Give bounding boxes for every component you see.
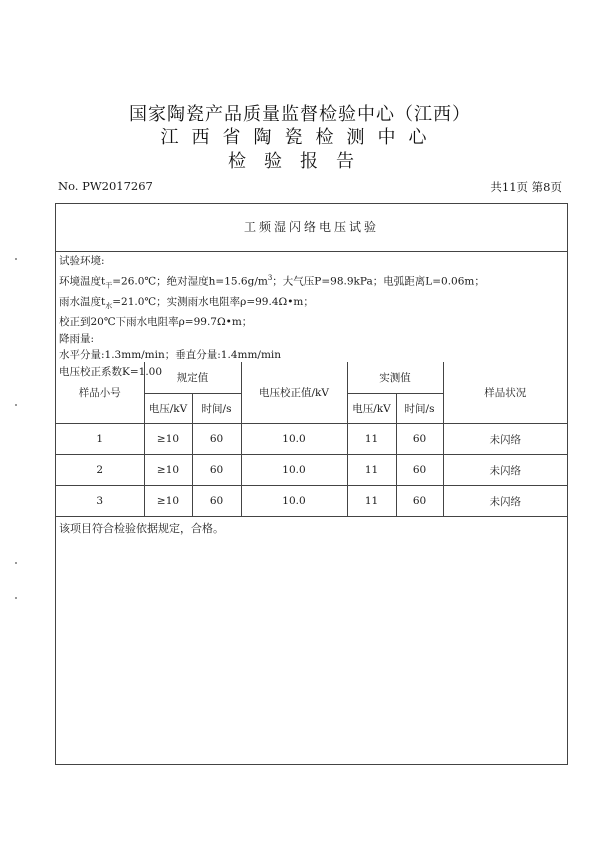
cell-sample-no: 1 — [56, 424, 144, 455]
header-meas-time: 时间/s — [396, 394, 443, 424]
cell-status: 未闪络 — [443, 455, 567, 486]
header-corrected-voltage: 电压校正值/kV — [241, 362, 347, 424]
cell-meas-voltage: 11 — [347, 424, 396, 455]
rain-line: 雨水温度$t_水=21.0℃$；实测雨水电阻率ρ=99.4Ω•m； — [59, 295, 314, 310]
cell-meas-time: 60 — [396, 486, 443, 517]
cell-spec-voltage: ≥10 — [144, 455, 192, 486]
cell-sample-no: 3 — [56, 486, 144, 517]
center-line: 江西省陶瓷检测中心 — [160, 127, 440, 148]
cell-meas-voltage: 11 — [347, 455, 396, 486]
ambient-line: 环境温度$t_干=26.0℃$；绝对湿度$h=15.6g/m^3$；大气压P=98.9kPa；电弧距离L=0.06m； — [59, 273, 485, 290]
header-spec-time: 时间/s — [192, 394, 241, 424]
page-info: 共11页 第8页 — [490, 180, 562, 194]
rainfall-label: 降雨量: — [59, 332, 95, 345]
cell-status: 未闪络 — [443, 424, 567, 455]
conclusion: 该项目符合检验依据规定，合格。 — [59, 522, 224, 535]
cell-spec-time: 60 — [192, 424, 241, 455]
cell-corrected: 10.0 — [241, 455, 347, 486]
report-number: No. PW2017267 — [58, 179, 153, 193]
cell-corrected: 10.0 — [241, 486, 347, 517]
rainfall-components: 水平分量:1.3mm/min；垂直分量:1.4mm/min — [59, 349, 282, 362]
corrected-resistivity: 校正到20℃下雨水电阻率ρ=99.7Ω•m； — [59, 316, 253, 329]
voltage-correction-factor: 电压校正系数K=1.00 — [59, 365, 163, 378]
header-spec-voltage: 电压/kV — [144, 394, 192, 424]
cell-spec-voltage: ≥10 — [144, 486, 192, 517]
header-sample-no: 样品小号 — [56, 362, 144, 424]
org-line: 国家陶瓷产品质量监督检验中心（江西） — [129, 104, 471, 125]
environment-label: 试验环境: — [59, 255, 105, 267]
report-frame — [55, 203, 568, 765]
cell-meas-time: 60 — [396, 424, 443, 455]
cell-status: 未闪络 — [443, 486, 567, 517]
header-status: 样品状况 — [443, 362, 567, 424]
table-row — [56, 455, 567, 486]
cell-spec-time: 60 — [192, 455, 241, 486]
cell-meas-time: 60 — [396, 455, 443, 486]
table-row — [56, 424, 567, 455]
results-table — [56, 362, 567, 517]
header-specified: 规定值 — [144, 362, 241, 394]
table-row — [56, 486, 567, 517]
table-header-row — [56, 362, 567, 394]
report-title: 检验报告 — [228, 151, 372, 172]
margin-mark — [15, 597, 17, 599]
margin-mark — [15, 404, 17, 406]
cell-spec-voltage: ≥10 — [144, 424, 192, 455]
cell-meas-voltage: 11 — [347, 486, 396, 517]
header-measured: 实测值 — [347, 362, 443, 394]
header-meas-voltage: 电压/kV — [347, 394, 396, 424]
section-title: 工频湿闪络电压试验 — [56, 204, 567, 252]
cell-sample-no: 2 — [56, 455, 144, 486]
cell-corrected: 10.0 — [241, 424, 347, 455]
cell-spec-time: 60 — [192, 486, 241, 517]
margin-mark — [15, 562, 17, 564]
margin-mark — [15, 258, 17, 260]
